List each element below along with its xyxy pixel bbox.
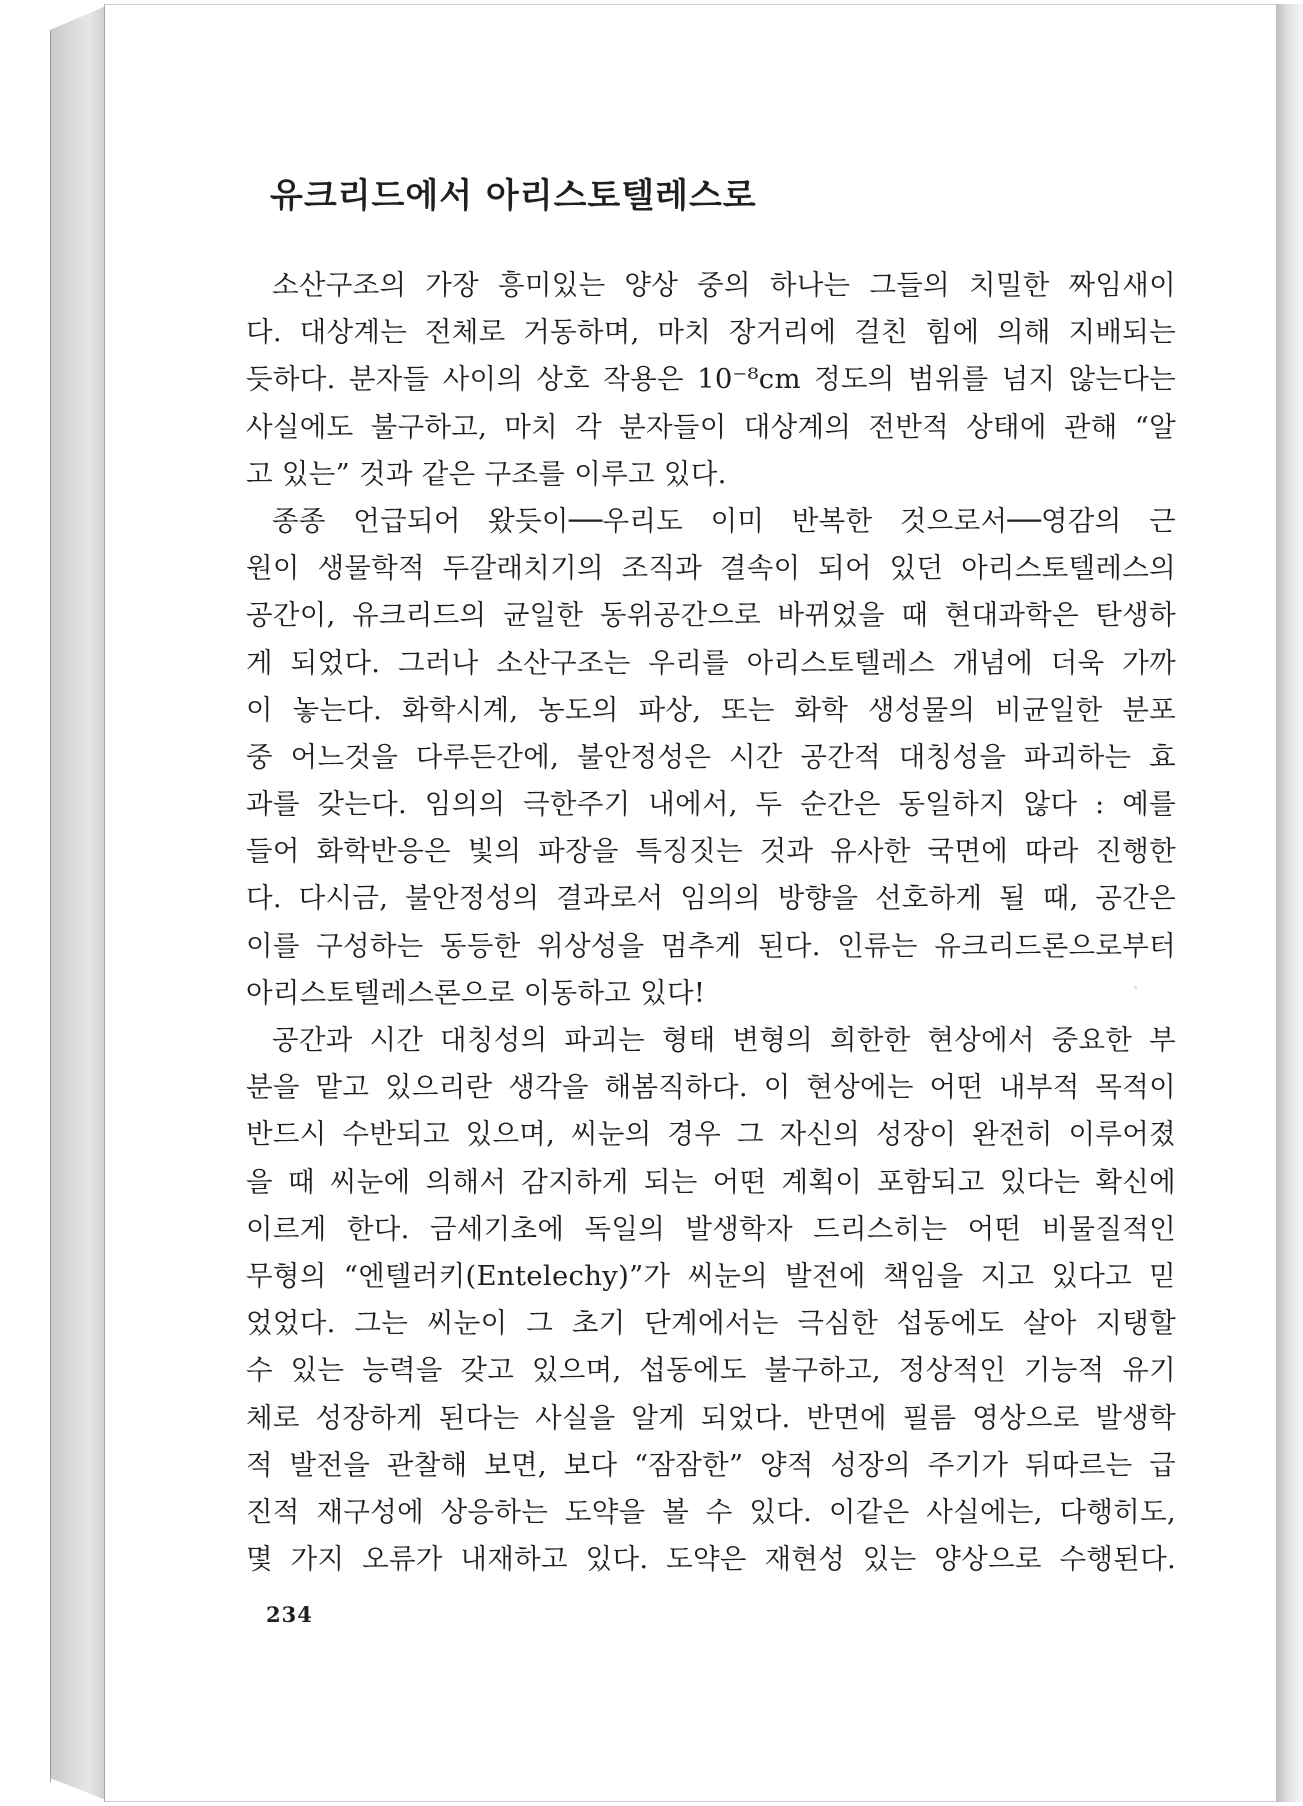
text-line: 반드시 수반되고 있으며, 씨눈의 경우 그 자신의 성장이 완전히 이루어졌 xyxy=(246,1118,1176,1151)
text-line: 이 놓는다. 화학시계, 농도의 파상, 또는 화학 생성물의 비균일한 분포 xyxy=(246,693,1176,726)
text-line: 들어 화학반응은 빛의 파장을 특징짓는 것과 유사한 국면에 따라 진행한 xyxy=(246,835,1176,868)
text-line: 중 어느것을 다루든간에, 불안정성은 시간 공간적 대칭성을 파괴하는 효 xyxy=(246,740,1176,773)
text-line: 다. 대상계는 전체로 거동하며, 마치 장거리에 걸친 힘에 의해 지배되는 xyxy=(246,316,1176,349)
text-line: 과를 갖는다. 임의의 극한주기 내에서, 두 순간은 동일하지 않다 : 예를 xyxy=(246,788,1176,821)
text-line: 몇 가지 오류가 내재하고 있다. 도약은 재현성 있는 양상으로 수행된다. xyxy=(246,1543,1176,1576)
text-line: 게 되었다. 그러나 소산구조는 우리를 아리스토텔레스 개념에 더욱 가까 xyxy=(246,646,1176,679)
text-line: 다. 다시금, 불안정성의 결과로서 임의의 방향을 선호하게 될 때, 공간은 xyxy=(246,882,1176,915)
scan-speck xyxy=(1134,986,1137,989)
text-line: 아리스토텔레스론으로 이동하고 있다! xyxy=(246,976,706,1009)
text-line: 고 있는” 것과 같은 구조를 이루고 있다. xyxy=(246,457,727,490)
page-edge-shadow xyxy=(1276,4,1303,1802)
text-line: 공간이, 유크리드의 균일한 동위공간으로 바뀌었을 때 현대과학은 탄생하 xyxy=(246,599,1176,632)
text-line: 었었다. 그는 씨눈이 그 초기 단계에서는 극심한 섭동에도 살아 지탱할 xyxy=(246,1307,1176,1340)
body-text xyxy=(246,262,1176,1583)
text-line: 체로 성장하게 된다는 사실을 알게 되었다. 반면에 필름 영상으로 발생학 xyxy=(246,1401,1176,1434)
text-line: 무형의 “엔텔러키(Entelechy)”가 씨눈의 발전에 책임을 지고 있다고 믿 xyxy=(246,1259,1176,1292)
text-line: 이르게 한다. 금세기초에 독일의 발생학자 드리스히는 어떤 비물질적인 xyxy=(246,1212,1176,1245)
text-line: 이를 구성하는 동등한 위상성을 멈추게 된다. 인류는 유크리드론으로부터 xyxy=(246,929,1176,962)
book-spine-edge xyxy=(50,30,51,1782)
page-number: 234 xyxy=(266,1602,313,1627)
text-line: 분을 맡고 있으리란 생각을 해봄직하다. 이 현상에는 어떤 내부적 목적이 xyxy=(246,1071,1176,1104)
book-spine xyxy=(50,6,106,1800)
text-line: 소산구조의 가장 흥미있는 양상 중의 하나는 그들의 치밀한 짜임새이 xyxy=(272,269,1176,301)
chapter-heading: 유크리드에서 아리스토텔레스로 xyxy=(270,176,757,216)
text-line: 사실에도 불구하고, 마치 각 분자들이 대상계의 전반적 상태에 관해 “알 xyxy=(246,410,1176,443)
text-line: 수 있는 능력을 갖고 있으며, 섭동에도 불구하고, 정상적인 기능적 유기 xyxy=(246,1354,1176,1387)
text-line: 종종 언급되어 왔듯이──우리도 이미 반복한 것으로서──영감의 근 xyxy=(272,504,1176,537)
text-line: 진적 재구성에 상응하는 도약을 볼 수 있다. 이같은 사실에는, 다행히도, xyxy=(246,1495,1176,1528)
text-line: 공간과 시간 대칭성의 파괴는 형태 변형의 희한한 현상에서 중요한 부 xyxy=(272,1024,1176,1056)
text-line: 을 때 씨눈에 의해서 감지하게 되는 어떤 계획이 포함되고 있다는 확신에 xyxy=(246,1165,1176,1198)
text-line: 적 발전을 관찰해 보면, 보다 “잠잠한” 양적 성장의 주기가 뒤따르는 급 xyxy=(246,1448,1176,1481)
text-line: 원이 생물학적 두갈래치기의 조직과 결속이 되어 있던 아리스토텔레스의 xyxy=(246,552,1176,585)
text-line: 듯하다. 분자들 사이의 상호 작용은 10⁻⁸cm 정도의 범위를 넘지 않는다는 xyxy=(246,363,1176,396)
